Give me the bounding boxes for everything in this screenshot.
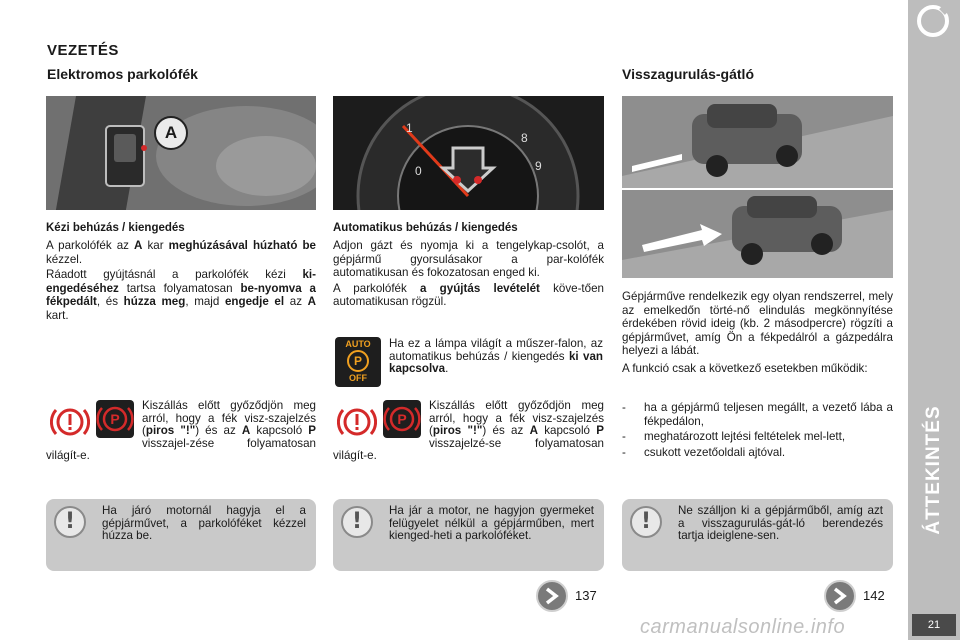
page-ref-142[interactable]: 142 xyxy=(863,588,885,603)
list-item: - csukott vezetőoldali ajtóval. xyxy=(622,445,786,459)
warning-icon: ! xyxy=(630,506,662,538)
parking-brake-switch-photo xyxy=(46,96,316,210)
chapter-title: ÁTTEKINTÉS xyxy=(923,405,944,535)
page-ref-137[interactable]: 137 xyxy=(575,588,597,603)
right-heading: Visszagurulás-gátló xyxy=(622,66,755,82)
col1-icon-note: Kiszállás előtt győződjön meg arról, hogy a fék visz-szajelzés (piros "!") és az A kapcsoló P visszajel-zése folyamatosan világít-e. xyxy=(46,399,317,463)
switch-label-a: A xyxy=(154,116,188,150)
left-heading: Elektromos parkolófék xyxy=(47,66,198,82)
warning-box-2 xyxy=(333,499,604,571)
chapter-c-icon xyxy=(916,4,950,38)
list-item: - meghatározott lejtési feltételek mel-lett, xyxy=(622,430,846,444)
page-number: 21 xyxy=(912,614,956,636)
col3-list xyxy=(622,401,893,459)
warning-box-1 xyxy=(46,499,316,571)
list-item: - ha a gépjármű teljesen megállt, a vezető lába a fékpedálon, xyxy=(622,401,893,428)
warning-text-1: Ha járó motornál hagyja el a gépjárművet, a parkolóféket kézzel húzza be. xyxy=(102,504,306,543)
warning-icon: ! xyxy=(341,506,373,538)
svg-text:P: P xyxy=(110,411,120,427)
warning-box-3 xyxy=(622,499,893,571)
section-title: VEZETÉS xyxy=(47,42,119,59)
col1-subheading: Kézi behúzás / kiengedés xyxy=(46,222,185,234)
watermark: carmanualsonline.info xyxy=(640,616,846,638)
svg-text:P: P xyxy=(397,411,407,427)
warning-text-2: Ha jár a motor, ne hagyjon gyermeket felügyelet nélkül a gépjárműben, mert kienged-heti a parkolóféket. xyxy=(389,504,594,543)
instrument-gauge-photo xyxy=(333,96,604,210)
warning-icon: ! xyxy=(54,506,86,538)
gauge-number: 0 xyxy=(415,164,422,178)
auto-p-off-icon: AUTO P OFF xyxy=(335,337,381,387)
gauge-number: 1 xyxy=(406,121,413,135)
col2-body: Adjon gázt és nyomja ki a tengelykap-csolót, a gépjármű gyorsulásakor a par-kolófék automatikusan és fokozatosan enged ki. A parkolófék a gyújtás levételét köve-tően automatikusan rögzül. xyxy=(333,239,604,309)
col3-body: Gépjárműve rendelkezik egy olyan rendszerrel, mely az emelkedőn törté-nő elindulás megkönnyítése érdekében rövid ideig (kb. 2 másodpercre) rögzíti a gépjárművet, amíg Ön a fékpedálról a gázpedálra helyezi a lábát. A funkció csak a következő esetekben működik: xyxy=(622,290,893,375)
col2-icon-note: Kiszállás előtt győződjön meg arról, hogy a fék visz-szajelzés (piros "!") és az A kapcsoló P visszajelzé-se folyamatosan világít-e. xyxy=(333,399,604,463)
col1-body: A parkolófék az A kar meghúzásával húzható be kézzel. Ráadott gyújtásnál a parkolófék kézi ki-engedéséhez tartsa folyamatosan be-nyomva a fékpedált, és húzza meg, majd engedje el az A kart. xyxy=(46,239,317,322)
page-ref-arrow-icon[interactable] xyxy=(824,580,856,612)
car-slope-photo-top xyxy=(622,96,893,188)
col2-subheading: Automatikus behúzás / kiengedés xyxy=(333,222,518,234)
car-slope-photo-bottom xyxy=(622,190,893,278)
warning-text-3: Ne szálljon ki a gépjárműből, amíg azt a visszagurulás-gát-ló berendezés tartja ideiglene-sen. xyxy=(678,504,883,543)
auto-icon-note: Ha ez a lámpa világít a műszer-falon, az automatikus behúzás / kiengedés ki van kapcsolva. xyxy=(389,337,603,376)
gauge-number: 9 xyxy=(535,159,542,173)
gauge-number: 8 xyxy=(521,131,528,145)
page-ref-arrow-icon[interactable] xyxy=(536,580,568,612)
